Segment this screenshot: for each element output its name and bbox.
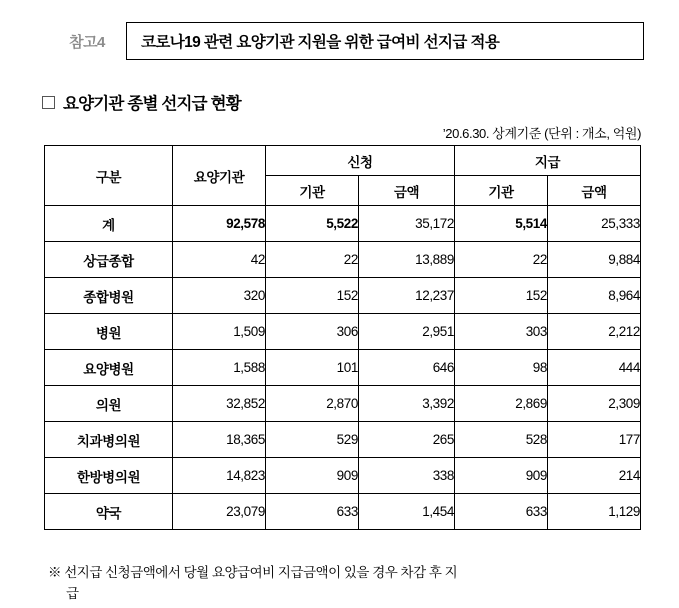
cell-pay-institution: 909 bbox=[455, 458, 548, 494]
table-row bbox=[45, 242, 641, 278]
footnote bbox=[48, 563, 648, 605]
cell-pay-institution: 22 bbox=[455, 242, 548, 278]
cell-pay-institution: 2,869 bbox=[455, 386, 548, 422]
table-row bbox=[45, 206, 641, 242]
cell-pay-amount: 214 bbox=[548, 458, 641, 494]
cell-apply-institution: 909 bbox=[266, 458, 359, 494]
row-label: 치과병의원 bbox=[45, 422, 173, 458]
cell-institution: 320 bbox=[173, 278, 266, 314]
cell-pay-institution: 633 bbox=[455, 494, 548, 530]
cell-institution: 32,852 bbox=[173, 386, 266, 422]
table-container bbox=[44, 145, 640, 530]
cell-apply-institution: 101 bbox=[266, 350, 359, 386]
cell-apply-amount: 2,951 bbox=[359, 314, 455, 350]
row-label: 요양병원 bbox=[45, 350, 173, 386]
footnote-line-1: ※ 선지급 신청금액에서 당월 요양급여비 지급금액이 있을 경우 차감 후 지 bbox=[48, 565, 458, 580]
header-institution: 요양기관 bbox=[173, 146, 266, 206]
section-heading bbox=[42, 90, 241, 114]
unit-note: ’20.6.30. 상계기준 (단위 : 개소, 억원) bbox=[442, 126, 641, 141]
table-row bbox=[45, 386, 641, 422]
row-label: 의원 bbox=[45, 386, 173, 422]
table-row bbox=[45, 314, 641, 350]
cell-pay-amount: 2,309 bbox=[548, 386, 641, 422]
header-pay-amount: 금액 bbox=[548, 176, 641, 206]
table-header-row-1 bbox=[45, 146, 641, 176]
table-row bbox=[45, 422, 641, 458]
cell-apply-amount: 265 bbox=[359, 422, 455, 458]
cell-apply-amount: 12,237 bbox=[359, 278, 455, 314]
row-label: 병원 bbox=[45, 314, 173, 350]
header-pay-institution: 기관 bbox=[455, 176, 548, 206]
row-label: 약국 bbox=[45, 494, 173, 530]
row-label: 한방병의원 bbox=[45, 458, 173, 494]
cell-pay-amount: 8,964 bbox=[548, 278, 641, 314]
cell-apply-amount: 35,172 bbox=[359, 206, 455, 242]
cell-apply-institution: 306 bbox=[266, 314, 359, 350]
cell-pay-institution: 152 bbox=[455, 278, 548, 314]
cell-pay-amount: 25,333 bbox=[548, 206, 641, 242]
cell-apply-institution: 529 bbox=[266, 422, 359, 458]
table-row bbox=[45, 278, 641, 314]
cell-institution: 1,509 bbox=[173, 314, 266, 350]
cell-apply-institution: 633 bbox=[266, 494, 359, 530]
cell-pay-amount: 2,212 bbox=[548, 314, 641, 350]
cell-apply-institution: 5,522 bbox=[266, 206, 359, 242]
header-group-application: 신청 bbox=[266, 146, 455, 176]
cell-pay-amount: 1,129 bbox=[548, 494, 641, 530]
cell-apply-amount: 13,889 bbox=[359, 242, 455, 278]
cell-apply-institution: 2,870 bbox=[266, 386, 359, 422]
table-row bbox=[45, 458, 641, 494]
cell-pay-amount: 9,884 bbox=[548, 242, 641, 278]
header-apply-amount: 금액 bbox=[359, 176, 455, 206]
cell-apply-amount: 1,454 bbox=[359, 494, 455, 530]
cell-apply-institution: 152 bbox=[266, 278, 359, 314]
document-header bbox=[48, 22, 644, 60]
reference-label: 참고4 bbox=[69, 33, 105, 51]
cell-institution: 92,578 bbox=[173, 206, 266, 242]
cell-pay-amount: 444 bbox=[548, 350, 641, 386]
footnote-line-2: 급 bbox=[66, 585, 79, 601]
row-label: 종합병원 bbox=[45, 278, 173, 314]
table-header bbox=[45, 146, 641, 206]
prepayment-status-table bbox=[44, 145, 641, 530]
cell-institution: 23,079 bbox=[173, 494, 266, 530]
table-row bbox=[45, 494, 641, 530]
cell-apply-amount: 646 bbox=[359, 350, 455, 386]
table-row bbox=[45, 350, 641, 386]
header-group-payment: 지급 bbox=[455, 146, 641, 176]
header-category: 구분 bbox=[45, 146, 173, 206]
cell-apply-amount: 338 bbox=[359, 458, 455, 494]
table-body bbox=[45, 206, 641, 530]
document-title: 코로나19 관련 요양기관 지원을 위한 급여비 선지급 적용 bbox=[126, 22, 644, 60]
cell-apply-amount: 3,392 bbox=[359, 386, 455, 422]
cell-institution: 14,823 bbox=[173, 458, 266, 494]
square-bullet-icon bbox=[42, 96, 55, 109]
cell-pay-institution: 98 bbox=[455, 350, 548, 386]
cell-pay-institution: 303 bbox=[455, 314, 548, 350]
row-label: 계 bbox=[45, 206, 173, 242]
section-heading-text: 요양기관 종별 선지급 현황 bbox=[63, 95, 241, 113]
cell-institution: 42 bbox=[173, 242, 266, 278]
cell-apply-institution: 22 bbox=[266, 242, 359, 278]
cell-pay-institution: 528 bbox=[455, 422, 548, 458]
row-label: 상급종합 bbox=[45, 242, 173, 278]
cell-pay-amount: 177 bbox=[548, 422, 641, 458]
header-apply-institution: 기관 bbox=[266, 176, 359, 206]
cell-pay-institution: 5,514 bbox=[455, 206, 548, 242]
cell-institution: 1,588 bbox=[173, 350, 266, 386]
cell-institution: 18,365 bbox=[173, 422, 266, 458]
